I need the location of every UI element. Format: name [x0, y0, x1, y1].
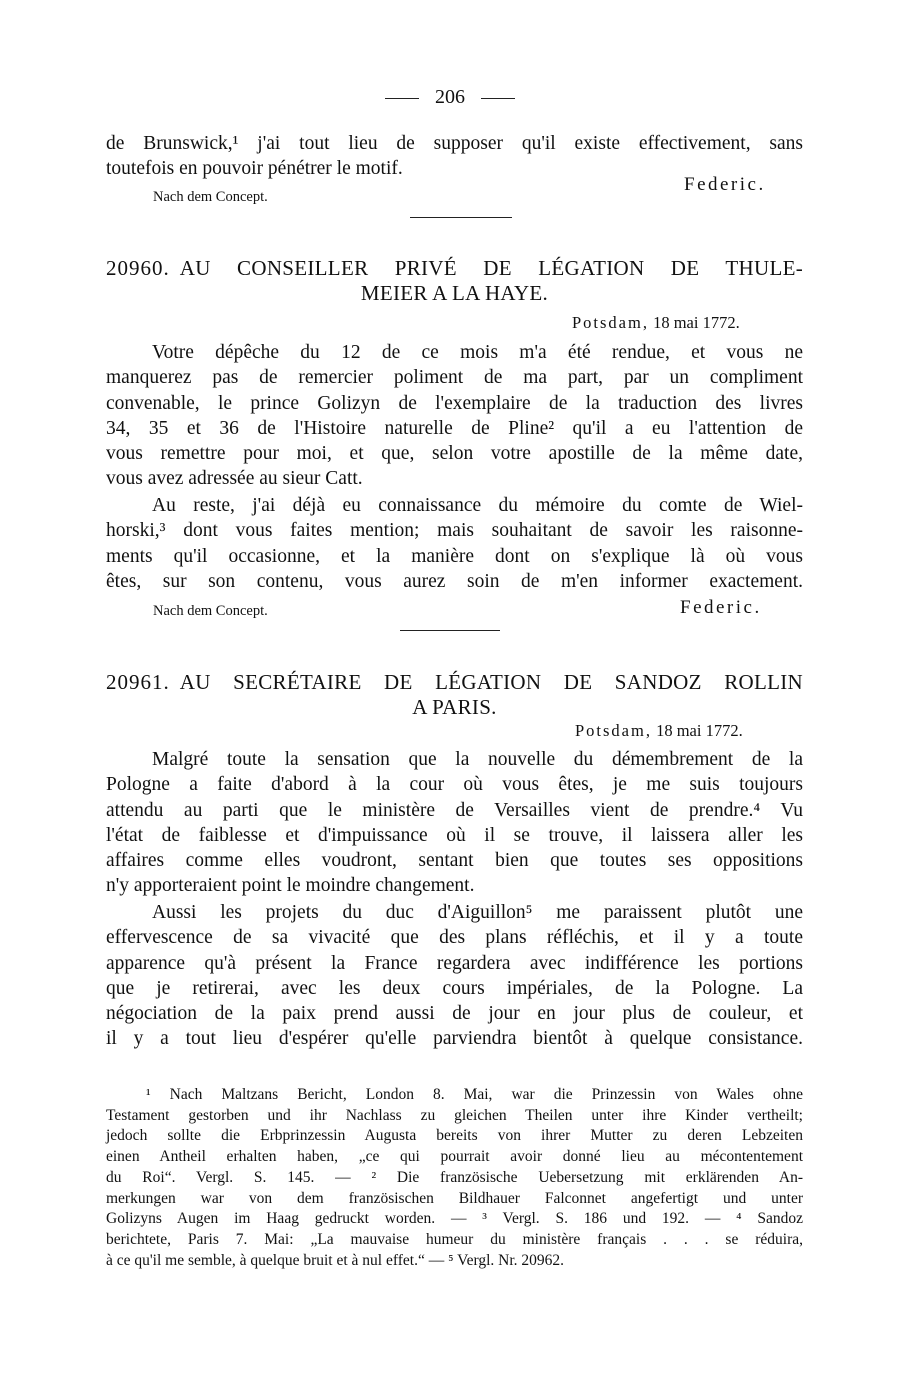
letter-date — [572, 313, 740, 333]
date-value: 18 mai 1772. — [653, 313, 740, 332]
footnote-line: jedoch sollte die Erbprinzessin Augusta bereits von ihrer Mutter zu deren Lebzeiten — [106, 1127, 803, 1145]
date-value: 18 mai 1772. — [656, 721, 743, 740]
footnotes — [106, 1085, 803, 1271]
text-line: Votre dépêche du 12 de ce mois m'a été rendue, et vous ne — [152, 342, 803, 363]
letter-number: 20961. — [106, 670, 170, 694]
letter-date — [575, 721, 743, 741]
letter-paragraph — [106, 747, 803, 899]
footnote-line: ¹ Nach Maltzans Bericht, London 8. Mai, war die Prinzessin von Wales ohne — [146, 1086, 803, 1103]
text-line: n'y apporteraient point le moindre changement. — [106, 875, 475, 897]
concept-note: Nach dem Concept. — [153, 189, 268, 205]
letter-heading — [106, 670, 803, 720]
text-line: l'état de faiblesse et d'impuissance où il se trouve, il laissera aller les — [106, 824, 803, 846]
header-dash-right — [481, 98, 515, 99]
section-divider — [400, 630, 500, 631]
text-line: Au reste, j'ai déjà eu connaissance du mémoire du comte de Wiel- — [152, 495, 803, 516]
text-line: manquerez pas de remercier poliment de ma part, par un compliment — [106, 367, 803, 389]
text-line: négociation de la paix prend aussi de jour en jour plus de couleur, et — [106, 1003, 803, 1025]
signature: Federic. — [680, 597, 762, 618]
footnote-line: à ce qu'il me semble, à quelque bruit et à nul effet.“ — ⁵ Vergl. Nr. 20962. — [106, 1251, 565, 1269]
text-line: Malgré toute la sensation que la nouvelle du démembrement de la — [152, 749, 803, 770]
footnote-line: Golizyns Augen im Haag gedruckt worden. — ³ Vergl. S. 186 und 192. — ⁴ Sandoz — [106, 1210, 803, 1228]
letter-number: 20960. — [106, 256, 170, 280]
text-line: ments qu'il occasionne, et la manière dont on s'explique là où vous — [106, 545, 803, 567]
footnote-line: Testament gestorben und ihr Nachlass zu gleichen Theilen unter ihre Kinder vertheilt; — [106, 1106, 803, 1124]
text-line: 34, 35 et 36 de l'Histoire naturelle de Pline² qu'il a eu l'attention de — [106, 417, 803, 439]
footnote-line: du Roi“. Vergl. S. 145. — ² Die französische Uebersetzung mit erklärenden An- — [106, 1168, 803, 1186]
text-line: vous remettre pour moi, et que, selon votre apostille de la même date, — [106, 443, 803, 465]
text-line: apparence qu'à présent la France regardera avec indifférence les portions — [106, 952, 803, 974]
page-number: 206 — [435, 86, 465, 108]
date-place: Potsdam, — [572, 313, 649, 332]
page-header — [0, 86, 900, 109]
header-dash-left — [385, 98, 419, 99]
letter-heading — [106, 256, 803, 306]
text-line: horski,³ dont vous faites mention; mais souhaitant de savoir les raisonne- — [106, 520, 803, 542]
heading-line: A PARIS. — [412, 695, 497, 719]
text-line: il y a tout lieu d'espérer qu'elle parviendra bientôt à quelque consistance. — [106, 1028, 803, 1050]
letter-paragraph — [106, 493, 803, 594]
text-line: convenable, le prince Golizyn de l'exemplaire de la traduction des livres — [106, 392, 803, 414]
footnote-line: einen Antheil erhalten haben, „ce qui pourrait avoir donné lieu au mécontentement — [106, 1148, 803, 1166]
text-line: Pologne a faite d'abord à la cour où vous êtes, je me suis toujours — [106, 774, 803, 796]
footnote-line: berichtete, Paris 7. Mai: „La mauvaise humeur du ministère français . . . se réduira, — [106, 1230, 803, 1248]
text-line: toutefois en pouvoir pénétrer le motif. — [106, 158, 403, 180]
text-line: affaires comme elles voudront, sentant bien que toutes ses oppositions — [106, 850, 803, 872]
heading-line: MEIER A LA HAYE. — [360, 281, 549, 305]
footnote-line: merkungen war von dem französischen Bildhauer Falconnet angefertigt und unter — [106, 1189, 803, 1207]
text-line: Aussi les projets du duc d'Aiguillon⁵ me paraissent plutôt une — [152, 902, 803, 923]
text-line: que je retirerai, avec les deux cours impériales, de la Pologne. La — [106, 977, 803, 999]
text-line: effervescence de sa vivacité que des plans réfléchis, et il y a toute — [106, 927, 803, 949]
text-line: vous avez adressée au sieur Catt. — [106, 468, 363, 490]
date-place: Potsdam, — [575, 721, 652, 740]
heading-line: AU SECRÉTAIRE DE LÉGATION DE SANDOZ ROLLIN — [179, 670, 803, 694]
text-line: de Brunswick,¹ j'ai tout lieu de supposer qu'il existe effectivement, sans — [106, 133, 803, 154]
heading-line: AU CONSEILLER PRIVÉ DE LÉGATION DE THULE- — [179, 256, 803, 280]
concept-note: Nach dem Concept. — [153, 603, 268, 619]
signature: Federic. — [684, 174, 766, 195]
text-line: attendu au parti que le ministère de Versailles vient de prendre.⁴ Vu — [106, 799, 803, 821]
letter-paragraph — [106, 340, 803, 492]
text-line: êtes, sur son contenu, vous aurez soin de m'en informer exactement. — [106, 570, 803, 592]
letter-paragraph — [106, 900, 803, 1052]
section-divider — [410, 217, 512, 218]
